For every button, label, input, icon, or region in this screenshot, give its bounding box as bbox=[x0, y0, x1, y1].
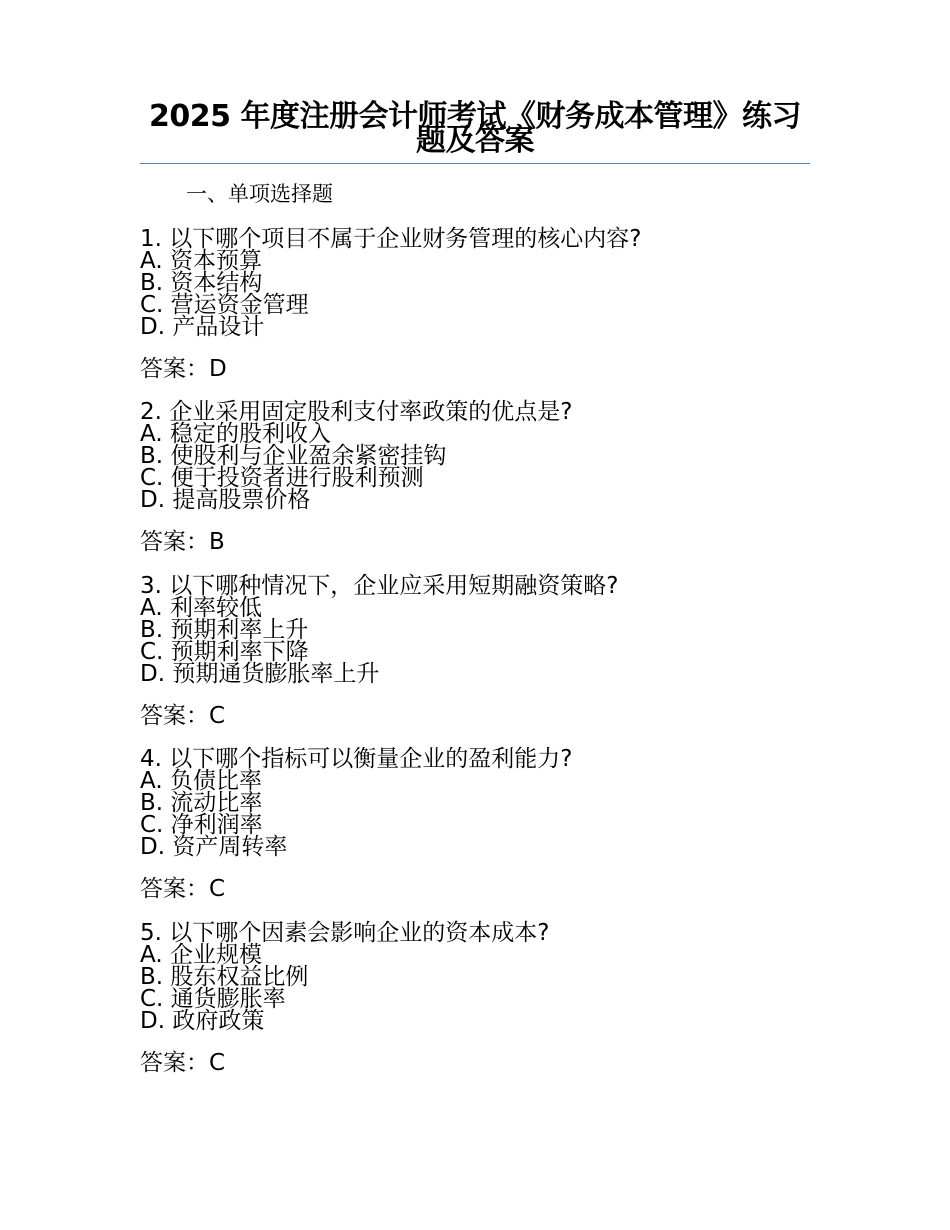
option-a: A. 负债比率 bbox=[140, 768, 262, 794]
option-b: B. 股东权益比例 bbox=[140, 964, 309, 990]
option-b: B. 流动比率 bbox=[140, 790, 263, 816]
question-text: 1. 以下哪个项目不属于企业财务管理的核心内容? bbox=[140, 226, 642, 252]
option-d: D. 提高股票价格 bbox=[140, 487, 311, 513]
option-c: C. 预期利率下降 bbox=[140, 639, 309, 665]
question-2 bbox=[140, 399, 840, 555]
option-b: B. 资本结构 bbox=[140, 270, 263, 296]
option-a: A. 资本预算 bbox=[140, 248, 262, 274]
title-block bbox=[140, 99, 810, 164]
option-d: D. 预期通货膨胀率上升 bbox=[140, 661, 380, 687]
option-c: C. 净利润率 bbox=[140, 812, 263, 838]
option-c: C. 营运资金管理 bbox=[140, 292, 309, 318]
answer: 答案：B bbox=[140, 529, 225, 555]
question-1 bbox=[140, 226, 840, 382]
option-a: A. 利率较低 bbox=[140, 595, 262, 621]
answer: 答案：D bbox=[140, 356, 227, 382]
answer: 答案：C bbox=[140, 876, 226, 902]
option-d: D. 资产周转率 bbox=[140, 834, 288, 860]
option-a: A. 稳定的股利收入 bbox=[140, 421, 331, 447]
option-c: C. 便于投资者进行股利预测 bbox=[140, 465, 424, 491]
option-b: B. 预期利率上升 bbox=[140, 617, 309, 643]
answer: 答案：C bbox=[140, 703, 226, 729]
option-c: C. 通货膨胀率 bbox=[140, 986, 286, 1012]
question-text: 4. 以下哪个指标可以衡量企业的盈利能力? bbox=[140, 746, 573, 772]
option-b: B. 使股利与企业盈余紧密挂钩 bbox=[140, 443, 447, 469]
page-title: 2025 年度注册会计师考试《财务成本管理》练习题及答案 bbox=[149, 99, 801, 158]
answer: 答案：C bbox=[140, 1050, 226, 1076]
question-text: 5. 以下哪个因素会影响企业的资本成本? bbox=[140, 920, 550, 946]
question-3 bbox=[140, 573, 840, 729]
option-d: D. 政府政策 bbox=[140, 1008, 265, 1034]
question-text: 2. 企业采用固定股利支付率政策的优点是? bbox=[140, 399, 573, 425]
question-text: 3. 以下哪种情况下，企业应采用短期融资策略? bbox=[140, 573, 619, 599]
question-5 bbox=[140, 920, 840, 1076]
option-a: A. 企业规模 bbox=[140, 942, 262, 968]
section-heading: 一、单项选择题 bbox=[186, 182, 333, 206]
option-d: D. 产品设计 bbox=[140, 314, 265, 340]
question-4 bbox=[140, 746, 840, 902]
